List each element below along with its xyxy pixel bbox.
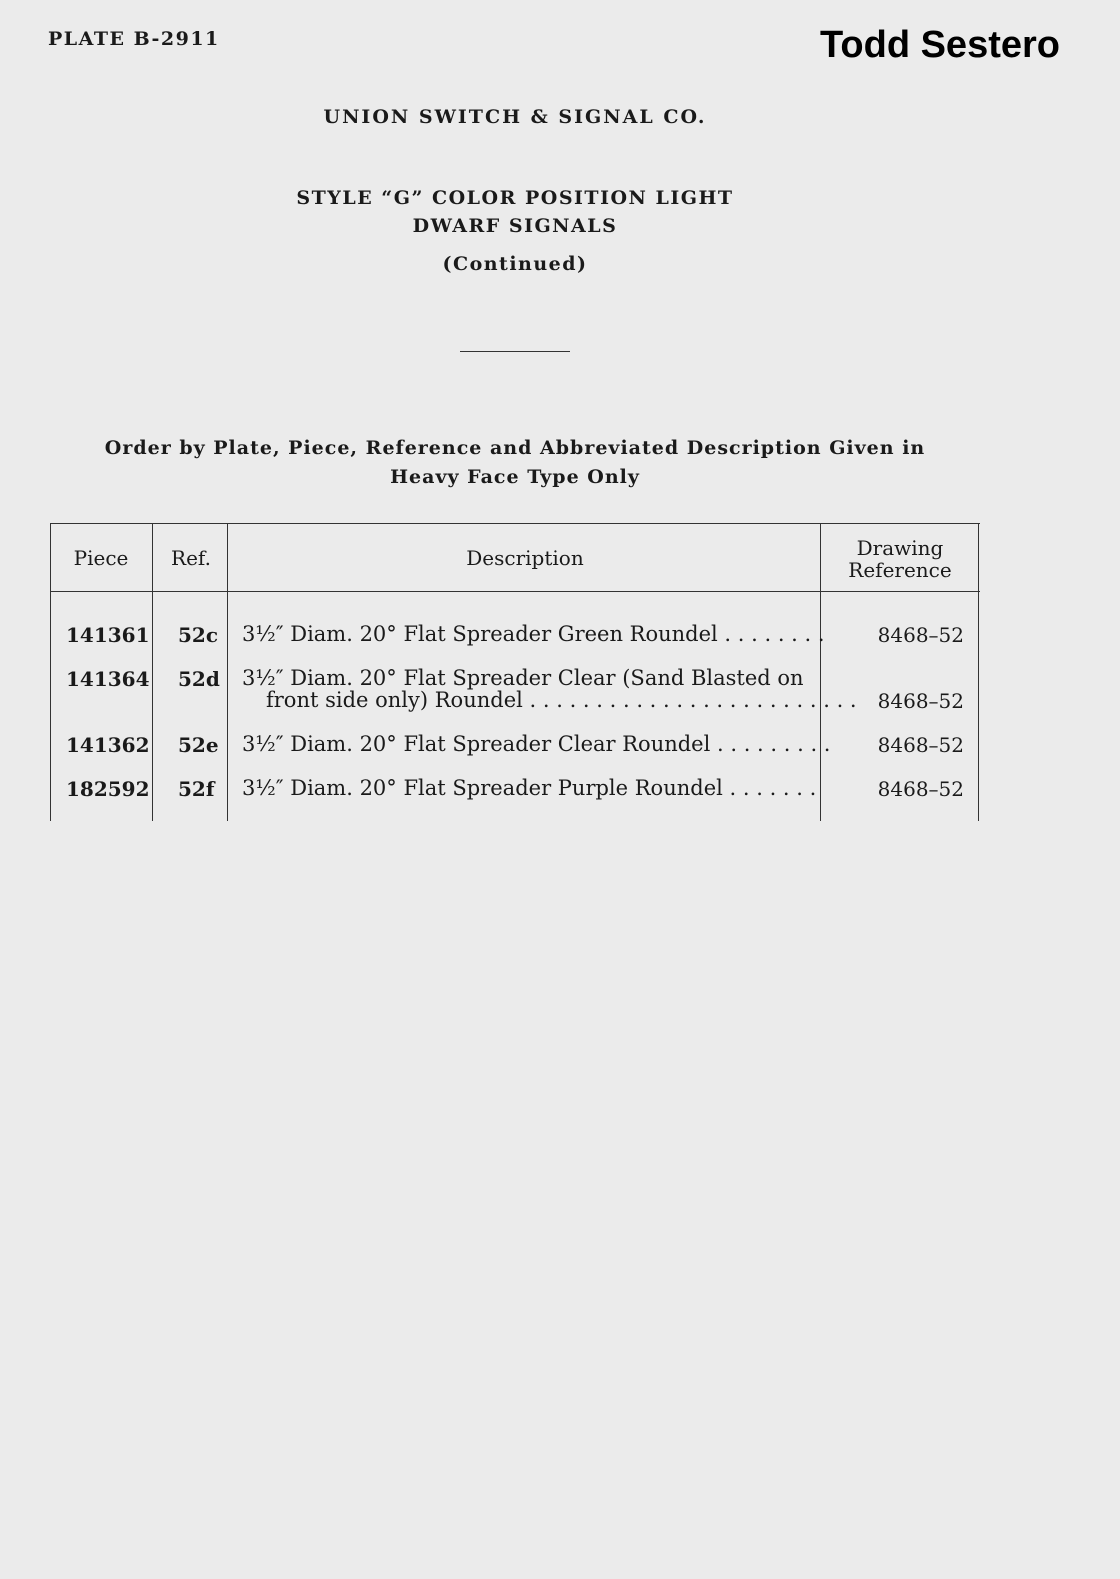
- row1-piece: 141361: [66, 623, 150, 647]
- document-title: [0, 184, 1030, 278]
- row2-piece: 141364: [66, 667, 150, 691]
- title-continued: (Continued): [442, 253, 588, 275]
- title-line-2: DWARF SIGNALS: [412, 215, 618, 237]
- row3-ref: 52e: [178, 733, 219, 757]
- row3-drawing: 8468–52: [877, 733, 964, 757]
- row3-description: 3½″ Diam. 20° Flat Spreader Clear Roundel . . . . . . . . .: [242, 732, 831, 756]
- row2-description: 3½″ Diam. 20° Flat Spreader Clear (Sand Blasted on: [242, 666, 804, 690]
- column-divider: [152, 523, 153, 821]
- row1-ref: 52c: [178, 623, 219, 647]
- order-line-2: Heavy Face Type Only: [390, 466, 640, 488]
- parts-table: [50, 523, 980, 823]
- company-name: UNION SWITCH & SIGNAL CO.: [323, 106, 707, 128]
- row4-description: 3½″ Diam. 20° Flat Spreader Purple Roundel . . . . . . .: [242, 776, 817, 800]
- order-instructions: [60, 434, 970, 492]
- table-top-border: [50, 523, 980, 524]
- header-piece: Piece: [73, 546, 129, 570]
- row3-piece: 141362: [66, 733, 150, 757]
- header-ref: Ref.: [171, 546, 211, 570]
- header-drawing-line2: Reference: [848, 558, 952, 582]
- row1-description: 3½″ Diam. 20° Flat Spreader Green Roundel . . . . . . . .: [242, 622, 825, 646]
- plate-number: PLATE B-2911: [48, 28, 220, 50]
- title-line-1: STYLE “G” COLOR POSITION LIGHT: [296, 187, 734, 209]
- row1-drawing: 8468–52: [877, 623, 964, 647]
- row4-piece: 182592: [66, 777, 150, 801]
- column-divider: [820, 523, 821, 821]
- row4-ref: 52f: [178, 777, 215, 801]
- table-border-right: [978, 523, 979, 821]
- table-header-border: [50, 591, 980, 592]
- header-description: Description: [466, 546, 584, 570]
- header-drawing-line1: Drawing: [856, 536, 944, 560]
- header-drawing-reference: [822, 537, 978, 581]
- row4-drawing: 8468–52: [877, 777, 964, 801]
- row2-ref: 52d: [178, 667, 220, 691]
- owner-name: Todd Sestero: [820, 24, 1060, 66]
- order-line-1: Order by Plate, Piece, Reference and Abbreviated Description Given in: [104, 437, 926, 459]
- row2-drawing: 8468–52: [877, 689, 964, 713]
- section-divider: [460, 351, 570, 352]
- row2-description-cont: front side only) Roundel . . . . . . . . . . . . . . . . . . . . . . . . .: [266, 688, 857, 712]
